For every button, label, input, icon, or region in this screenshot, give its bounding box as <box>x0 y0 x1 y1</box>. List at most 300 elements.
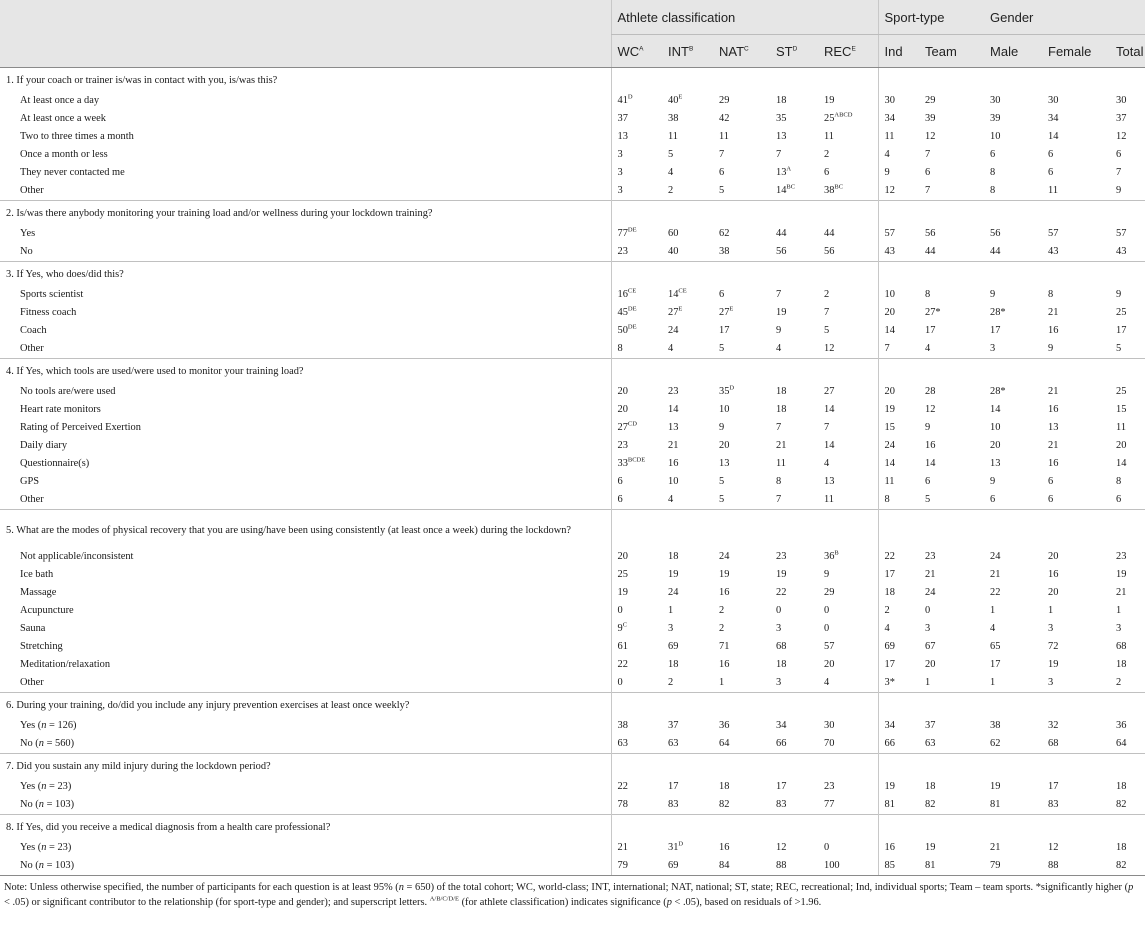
cell-sup: CD <box>627 420 637 428</box>
row-label-text: Yes <box>20 228 36 239</box>
value-cell <box>1110 778 1145 796</box>
row-label-text: No <box>20 860 33 871</box>
cell-value: 18 <box>1116 781 1127 792</box>
cell-value: 19 <box>824 95 835 106</box>
column-header-label: Team <box>925 43 957 59</box>
value-cell <box>1042 383 1110 401</box>
value-cell <box>818 656 878 674</box>
question-empty-cell <box>662 815 713 840</box>
cell-value: 78 <box>617 799 628 810</box>
cell-value: 13 <box>824 476 835 487</box>
value-cell <box>1042 656 1110 674</box>
cell-value: 2 <box>668 677 674 688</box>
table-row <box>0 656 1145 674</box>
question-empty-cell <box>984 754 1042 779</box>
value-cell <box>1042 548 1110 566</box>
cell-value: 6 <box>925 476 931 487</box>
cell-value: 7 <box>776 149 782 160</box>
value-cell <box>919 778 984 796</box>
value-cell <box>919 491 984 510</box>
column-header-label: INT <box>668 43 689 59</box>
n-symbol: n <box>41 842 47 853</box>
cell-value: 13 <box>617 131 628 142</box>
value-cell <box>1110 182 1145 201</box>
cell-value: 3 <box>617 167 623 178</box>
cell-value: 6 <box>1116 149 1122 160</box>
cell-value: 20 <box>925 659 936 670</box>
question-empty-cell <box>770 754 818 779</box>
value-cell <box>770 584 818 602</box>
question-empty-cell <box>770 359 818 384</box>
question-empty-cell <box>919 693 984 718</box>
question-row <box>0 359 1145 384</box>
cell-sup: E <box>729 305 734 313</box>
cell-value: 6 <box>719 289 725 300</box>
value-cell <box>611 225 662 243</box>
value-cell <box>770 340 818 359</box>
value-cell <box>662 455 713 473</box>
cell-value: 19 <box>990 781 1001 792</box>
question-empty-cell <box>1110 359 1145 384</box>
cell-value: 18 <box>776 404 787 415</box>
cell-value: 24 <box>719 551 730 562</box>
table-row <box>0 128 1145 146</box>
value-cell <box>1042 778 1110 796</box>
cell-value: 34 <box>776 720 787 731</box>
row-label-text: Other <box>20 185 44 196</box>
value-cell <box>1110 674 1145 693</box>
value-cell <box>611 322 662 340</box>
value-cell <box>770 110 818 128</box>
cell-value: 35 <box>719 386 730 397</box>
value-cell <box>818 92 878 110</box>
cell-value: 30 <box>1048 95 1059 106</box>
table-row <box>0 164 1145 182</box>
question-empty-cell <box>818 510 878 549</box>
value-cell <box>984 473 1042 491</box>
value-cell <box>818 455 878 473</box>
row-label-text: Other <box>20 343 44 354</box>
n-symbol: n <box>41 720 47 731</box>
value-cell <box>1110 243 1145 262</box>
question-text: 6. During your training, do/did you include any injury prevention exercises at least once weekly? <box>0 693 611 718</box>
cell-value: 23 <box>925 551 936 562</box>
value-cell <box>611 182 662 201</box>
cell-value: 82 <box>1116 799 1127 810</box>
value-cell <box>662 146 713 164</box>
value-cell <box>611 857 662 876</box>
cell-value: 1 <box>990 605 996 616</box>
row-label-text: Acupuncture <box>20 605 74 616</box>
value-cell <box>1110 110 1145 128</box>
row-label-text: Yes <box>20 720 36 731</box>
value-cell <box>919 383 984 401</box>
value-cell <box>818 584 878 602</box>
cell-value: 17 <box>990 659 1001 670</box>
value-cell <box>919 225 984 243</box>
value-cell <box>1110 491 1145 510</box>
value-cell <box>713 839 770 857</box>
question-empty-cell <box>984 68 1042 93</box>
cell-value: 24 <box>925 587 936 598</box>
row-n-value: 560 <box>55 738 71 749</box>
value-cell <box>984 340 1042 359</box>
cell-value: 37 <box>1116 113 1127 124</box>
value-cell <box>770 857 818 876</box>
cell-value: 14 <box>668 289 679 300</box>
value-cell <box>984 602 1042 620</box>
value-cell <box>713 656 770 674</box>
cell-value: 11 <box>884 476 895 487</box>
value-cell <box>662 225 713 243</box>
value-cell <box>713 146 770 164</box>
value-cell <box>611 638 662 656</box>
table-row <box>0 182 1145 201</box>
row-n-value: 103 <box>55 860 71 871</box>
value-cell <box>984 383 1042 401</box>
row-label <box>0 92 611 110</box>
value-cell <box>1042 584 1110 602</box>
value-cell <box>770 778 818 796</box>
value-cell <box>770 401 818 419</box>
column-header-label: Ind <box>884 43 903 59</box>
table-row <box>0 584 1145 602</box>
value-cell <box>984 638 1042 656</box>
question-empty-cell <box>1110 510 1145 549</box>
value-cell <box>878 638 919 656</box>
cell-value: 18 <box>925 781 936 792</box>
note-text-2: = 650) of the total cohort; WC, world-class; INT, international; NAT, national; ST, state; REC, recreational; Ind, individual sports; Team – team sports. *significantly higher ( <box>403 882 1129 893</box>
value-cell <box>1110 401 1145 419</box>
cell-value: 42 <box>719 113 730 124</box>
column-header-int <box>662 35 713 68</box>
cell-value: 4 <box>824 458 830 469</box>
cell-value: 30 <box>824 720 835 731</box>
cell-value: 36 <box>1116 720 1127 731</box>
cell-value: 20 <box>990 440 1001 451</box>
value-cell <box>878 401 919 419</box>
cell-value: 10 <box>884 289 895 300</box>
value-cell <box>1042 182 1110 201</box>
cell-value: 19 <box>925 842 936 853</box>
cell-value: 23 <box>617 440 628 451</box>
value-cell <box>878 182 919 201</box>
cell-value: 14 <box>884 325 895 336</box>
value-cell <box>1042 128 1110 146</box>
cell-value: 38 <box>719 246 730 257</box>
value-cell <box>919 182 984 201</box>
cell-value: 6 <box>990 494 996 505</box>
question-empty-cell <box>662 262 713 287</box>
row-label-text: Heart rate monitors <box>20 404 101 415</box>
cell-value: 37 <box>617 113 628 124</box>
table-row <box>0 455 1145 473</box>
column-header-st <box>770 35 818 68</box>
cell-value: 0 <box>824 842 830 853</box>
value-cell <box>1042 419 1110 437</box>
cell-value: 34 <box>884 720 895 731</box>
question-empty-cell <box>919 359 984 384</box>
value-cell <box>1042 602 1110 620</box>
cell-value: 20 <box>1048 587 1059 598</box>
cell-value: 6 <box>1048 476 1054 487</box>
value-cell <box>770 128 818 146</box>
value-cell <box>1110 455 1145 473</box>
row-label <box>0 455 611 473</box>
cell-value: 44 <box>925 246 936 257</box>
cell-value: 30 <box>1116 95 1127 106</box>
value-cell <box>818 383 878 401</box>
cell-value: 63 <box>668 738 679 749</box>
cell-value: 17 <box>884 659 895 670</box>
value-cell <box>770 225 818 243</box>
value-cell <box>984 548 1042 566</box>
cell-sup: C <box>622 621 628 629</box>
value-cell <box>662 243 713 262</box>
value-cell <box>818 566 878 584</box>
value-cell <box>1110 225 1145 243</box>
cell-sup: BC <box>834 183 844 191</box>
cell-value: 69 <box>668 860 679 871</box>
value-cell <box>818 638 878 656</box>
column-header-label: Total <box>1116 43 1144 59</box>
cell-sup: D <box>678 840 684 848</box>
cell-value: 16 <box>668 458 679 469</box>
value-cell <box>919 437 984 455</box>
cell-value: 11 <box>668 131 679 142</box>
question-empty-cell <box>878 68 919 93</box>
question-empty-cell <box>611 754 662 779</box>
value-cell <box>1110 584 1145 602</box>
row-label: Yes (n = 23) <box>20 842 72 853</box>
note-text-5: < .05), based on residuals of >1.96. <box>671 897 822 908</box>
row-label-text: Once a month or less <box>20 149 108 160</box>
row-label-text: They never contacted me <box>20 167 125 178</box>
cell-value: 21 <box>1116 587 1127 598</box>
cell-value: 11 <box>1116 422 1127 433</box>
table-row <box>0 92 1145 110</box>
value-cell <box>662 286 713 304</box>
value-cell <box>818 620 878 638</box>
cell-sup: BC <box>786 183 796 191</box>
row-label <box>0 473 611 491</box>
table-row <box>0 110 1145 128</box>
cell-value: 6 <box>1048 167 1054 178</box>
value-cell <box>1042 620 1110 638</box>
row-label-text: Yes <box>20 781 36 792</box>
table-row <box>0 437 1145 455</box>
cell-value: 0 <box>617 605 623 616</box>
value-cell <box>770 164 818 182</box>
cell-value: 18 <box>776 386 787 397</box>
value-cell <box>984 182 1042 201</box>
value-cell <box>919 857 984 876</box>
value-cell <box>1110 473 1145 491</box>
value-cell <box>919 602 984 620</box>
cell-value: 3 <box>617 149 623 160</box>
value-cell <box>770 656 818 674</box>
cell-value: 6 <box>617 494 623 505</box>
question-empty-cell <box>611 693 662 718</box>
row-n-value: 103 <box>55 799 71 810</box>
cell-value: 82 <box>719 799 730 810</box>
question-empty-cell <box>919 262 984 287</box>
value-cell <box>818 128 878 146</box>
cell-value: 20 <box>719 440 730 451</box>
value-cell <box>818 322 878 340</box>
value-cell <box>662 778 713 796</box>
table-row <box>0 340 1145 359</box>
cell-value: 21 <box>990 842 1001 853</box>
value-cell <box>713 584 770 602</box>
value-cell <box>713 455 770 473</box>
value-cell <box>1042 92 1110 110</box>
value-cell <box>984 455 1042 473</box>
table-body <box>0 68 1145 876</box>
row-label-text: Stretching <box>20 641 63 652</box>
cell-value: 1 <box>1116 605 1122 616</box>
value-cell <box>1042 717 1110 735</box>
question-empty-cell <box>919 201 984 226</box>
cell-value: 5 <box>925 494 931 505</box>
value-cell <box>611 656 662 674</box>
question-empty-cell <box>818 201 878 226</box>
cell-value: 16 <box>1048 458 1059 469</box>
value-cell <box>878 437 919 455</box>
cell-sup: D <box>627 93 633 101</box>
cell-value: 3 <box>990 343 996 354</box>
cell-value: 38 <box>990 720 1001 731</box>
cell-value: 17 <box>1048 781 1059 792</box>
question-text: 8. If Yes, did you receive a medical diagnosis from a health care professional? <box>0 815 611 840</box>
table-row <box>0 322 1145 340</box>
value-cell <box>662 620 713 638</box>
cell-value: 27 <box>824 386 835 397</box>
cell-value: 1 <box>1048 605 1054 616</box>
value-cell <box>1042 437 1110 455</box>
cell-value: 21 <box>1048 440 1059 451</box>
column-header-sup: E <box>851 45 856 53</box>
cell-sup: E <box>678 305 683 313</box>
question-empty-cell <box>1110 693 1145 718</box>
cell-sup: ABCD <box>834 111 853 119</box>
cell-value: 2 <box>1116 677 1122 688</box>
cell-value: 21 <box>1048 307 1059 318</box>
value-cell <box>662 602 713 620</box>
value-cell <box>919 839 984 857</box>
value-cell <box>984 796 1042 815</box>
value-cell <box>878 286 919 304</box>
column-header-sup: C <box>744 45 749 53</box>
cell-sup: DE <box>627 323 637 331</box>
value-cell <box>713 92 770 110</box>
value-cell <box>662 839 713 857</box>
cell-value: 16 <box>719 842 730 853</box>
value-cell <box>1042 110 1110 128</box>
question-empty-cell <box>878 815 919 840</box>
cell-value: 12 <box>776 842 787 853</box>
row-label <box>0 164 611 182</box>
value-cell <box>611 548 662 566</box>
cell-value: 7 <box>925 185 931 196</box>
cell-value: 3 <box>617 185 623 196</box>
value-cell <box>984 491 1042 510</box>
question-empty-cell <box>662 693 713 718</box>
row-label <box>0 322 611 340</box>
value-cell <box>878 778 919 796</box>
cell-value: 31 <box>668 842 679 853</box>
value-cell <box>919 735 984 754</box>
value-cell <box>984 304 1042 322</box>
value-cell <box>770 602 818 620</box>
cell-value: 9 <box>1048 343 1054 354</box>
value-cell <box>984 243 1042 262</box>
value-cell <box>611 796 662 815</box>
cell-value: 3 <box>776 677 782 688</box>
cell-value: 25 <box>1116 386 1127 397</box>
header-empty <box>0 0 611 35</box>
value-cell <box>818 491 878 510</box>
cell-value: 12 <box>925 404 936 415</box>
cell-sup: CE <box>678 287 687 295</box>
value-cell <box>1110 796 1145 815</box>
cell-value: 83 <box>668 799 679 810</box>
cell-value: 35 <box>776 113 787 124</box>
cell-value: 82 <box>1116 860 1127 871</box>
cell-value: 24 <box>668 325 679 336</box>
cell-value: 27 <box>617 422 628 433</box>
question-empty-cell <box>713 754 770 779</box>
cell-value: 66 <box>776 738 787 749</box>
table-row <box>0 796 1145 815</box>
column-header-rec <box>818 35 878 68</box>
question-text: 1. If your coach or trainer is/was in contact with you, is/was this? <box>6 75 278 86</box>
table-row <box>0 602 1145 620</box>
question-empty-cell <box>662 359 713 384</box>
row-label-text: Ice bath <box>20 569 54 580</box>
value-cell <box>611 566 662 584</box>
cell-value: 18 <box>1116 659 1127 670</box>
note-text-3: < .05) or significant contributor to the relationship (for sport-type and gender); and superscript letters. <box>4 897 430 908</box>
value-cell <box>984 857 1042 876</box>
question-text: 5. What are the modes of physical recovery that you are using/have been using consistently (at least once a week) during the lockdown? <box>0 510 611 549</box>
value-cell <box>611 778 662 796</box>
row-label-text: Meditation/relaxation <box>20 659 111 670</box>
cell-value: 8 <box>990 185 996 196</box>
value-cell <box>713 286 770 304</box>
cell-value: 41 <box>617 95 628 106</box>
question-empty-cell <box>713 201 770 226</box>
table-row <box>0 778 1145 796</box>
cell-value: 39 <box>925 113 936 124</box>
n-symbol: n <box>41 781 47 792</box>
question-empty-cell <box>611 815 662 840</box>
table-row <box>0 225 1145 243</box>
value-cell <box>818 182 878 201</box>
question-empty-cell <box>662 510 713 549</box>
value-cell <box>984 620 1042 638</box>
cell-value: 57 <box>884 228 895 239</box>
cell-value: 8 <box>617 343 623 354</box>
table-row <box>0 401 1145 419</box>
cell-value: 11 <box>884 131 895 142</box>
value-cell <box>1110 839 1145 857</box>
value-cell <box>770 304 818 322</box>
value-cell <box>984 128 1042 146</box>
value-cell <box>611 286 662 304</box>
cell-value: 8 <box>990 167 996 178</box>
value-cell <box>611 243 662 262</box>
